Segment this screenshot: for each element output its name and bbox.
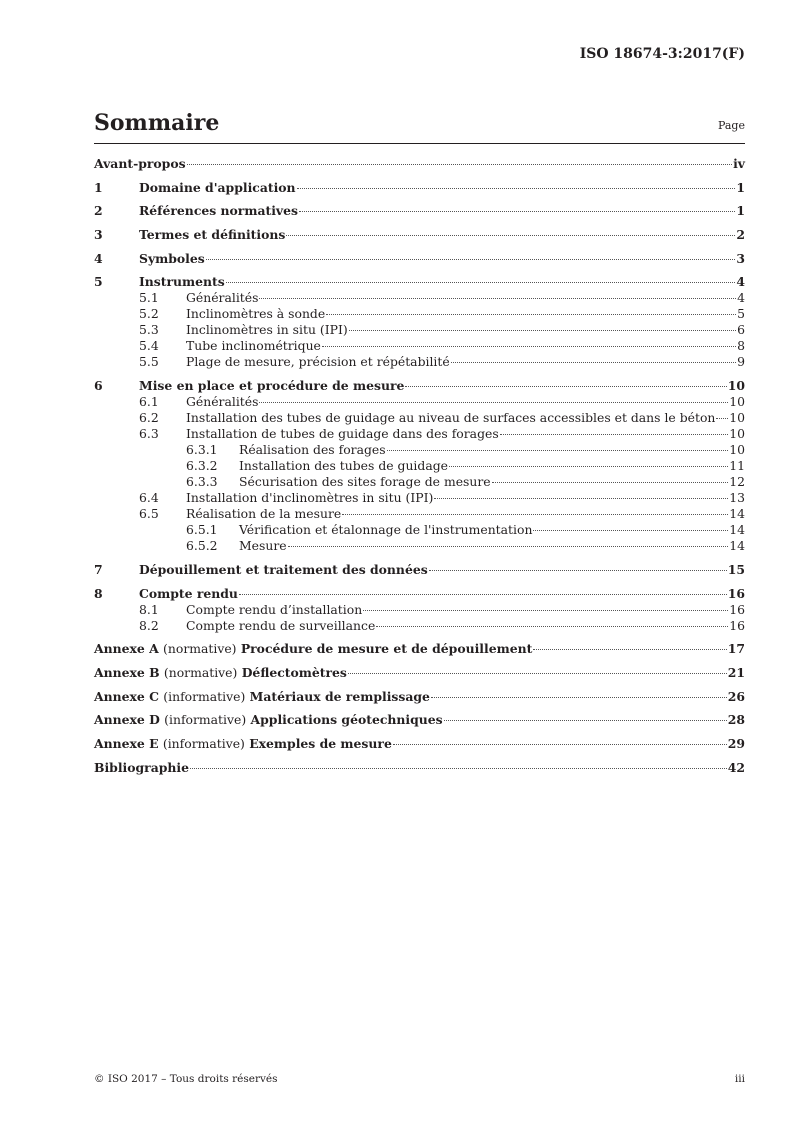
toc-entry-page: 8 xyxy=(737,338,745,354)
toc-entry[interactable] xyxy=(94,458,745,474)
toc-entry-number: 6.5 xyxy=(139,506,159,522)
toc-entry-title: Généralités xyxy=(186,394,259,410)
toc-entry-page: 4 xyxy=(736,274,745,290)
toc-entry-number: 7 xyxy=(94,561,103,577)
toc-entry[interactable] xyxy=(94,522,745,538)
toc-entry-number: 6.3.3 xyxy=(186,474,218,490)
dot-leader xyxy=(363,610,728,611)
dot-leader xyxy=(449,466,728,467)
toc-entry-title: Termes et définitions xyxy=(139,227,286,243)
toc-entry-number: 3 xyxy=(94,227,103,243)
toc-entry-page: 14 xyxy=(729,506,745,522)
toc-entry[interactable] xyxy=(94,689,745,705)
table-of-contents xyxy=(94,156,745,776)
dot-leader xyxy=(206,259,736,260)
dot-leader xyxy=(716,418,728,419)
dot-leader xyxy=(288,546,729,547)
toc-entry-page: 6 xyxy=(737,322,745,338)
dot-leader xyxy=(286,235,735,236)
toc-entry-number: 6.1 xyxy=(139,394,159,410)
toc-entry-title: Plage de mesure, précision et répétabilité xyxy=(186,354,450,370)
dot-leader xyxy=(533,649,726,650)
toc-entry[interactable] xyxy=(94,251,745,267)
toc-entry-number: 6.2 xyxy=(139,410,159,426)
toc-entry[interactable] xyxy=(94,338,745,354)
toc-entry-number: 2 xyxy=(94,203,103,219)
dot-leader xyxy=(187,164,733,165)
toc-entry-title-group xyxy=(94,641,532,657)
toc-entry[interactable] xyxy=(94,760,745,776)
toc-entry[interactable] xyxy=(94,490,745,506)
toc-entry-page: 29 xyxy=(727,735,745,751)
divider xyxy=(94,143,745,144)
toc-entry-number: 6.3 xyxy=(139,426,159,442)
toc-entry-title: Tube inclinométrique xyxy=(186,338,321,354)
toc-entry[interactable] xyxy=(94,736,745,752)
toc-entry-number: 6.4 xyxy=(139,490,159,506)
toc-entry[interactable] xyxy=(94,306,745,322)
dot-leader xyxy=(299,211,735,212)
toc-entry-number: 5.5 xyxy=(139,354,159,370)
toc-entry[interactable] xyxy=(94,203,745,219)
toc-entry-title: Procédure de mesure et de dépouillement xyxy=(240,641,533,657)
page-title: Sommaire xyxy=(94,110,220,136)
toc-entry-title-group xyxy=(94,689,430,705)
toc-entry[interactable] xyxy=(94,665,745,681)
toc-entry[interactable] xyxy=(94,538,745,554)
toc-entry[interactable] xyxy=(94,290,745,306)
toc-entry[interactable] xyxy=(94,442,745,458)
toc-entry-title: Installation des tubes de guidage xyxy=(239,458,448,474)
toc-entry-title: Matériaux de remplissage xyxy=(249,688,430,704)
toc-entry-page: 2 xyxy=(736,227,745,243)
toc-entry-page: 1 xyxy=(736,179,745,195)
toc-entry-number: 6 xyxy=(94,378,103,394)
dot-leader xyxy=(492,482,729,483)
toc-entry[interactable] xyxy=(94,426,745,442)
toc-entry-title: Bibliographie xyxy=(94,759,190,775)
annex-type: (informative) xyxy=(162,735,245,751)
toc-entry-page: 26 xyxy=(727,688,745,704)
toc-entry[interactable] xyxy=(94,227,745,243)
toc-entry[interactable] xyxy=(94,378,745,394)
toc-entry-title: Mise en place et procédure de mesure xyxy=(139,378,405,394)
toc-entry-page: 16 xyxy=(729,617,745,633)
toc-entry-page: 10 xyxy=(729,426,745,442)
toc-entry[interactable] xyxy=(94,641,745,657)
toc-entry-page: 42 xyxy=(727,759,745,775)
toc-entry-page: 16 xyxy=(727,585,745,601)
dot-leader xyxy=(259,298,736,299)
toc-entry-number: 1 xyxy=(94,179,103,195)
toc-entry-title: Domaine d'application xyxy=(139,179,296,195)
dot-leader xyxy=(431,697,727,698)
toc-entry-number: 5.3 xyxy=(139,322,159,338)
dot-leader xyxy=(226,282,736,283)
dot-leader xyxy=(429,570,727,571)
document-id-header: ISO 18674-3:2017(F) xyxy=(579,46,745,62)
footer-copyright: © ISO 2017 – Tous droits réservés xyxy=(94,1073,278,1085)
toc-entry[interactable] xyxy=(94,322,745,338)
toc-entry[interactable] xyxy=(94,474,745,490)
dot-leader xyxy=(322,346,736,347)
toc-entry-title: Symboles xyxy=(139,250,205,266)
toc-entry-page: 28 xyxy=(727,712,745,728)
toc-entry-title: Vérification et étalonnage de l'instrumentation xyxy=(239,522,533,538)
dot-leader xyxy=(451,362,736,363)
toc-entry[interactable] xyxy=(94,562,745,578)
toc-entry-title: Exemples de mesure xyxy=(249,735,392,751)
toc-entry-page: 14 xyxy=(729,522,745,538)
dot-leader xyxy=(239,594,727,595)
toc-entry-title: Avant-propos xyxy=(94,156,186,171)
toc-entry-title: Dépouillement et traitement des données xyxy=(139,561,428,577)
annex-type: (normative) xyxy=(163,641,237,657)
toc-entry-title: Compte rendu d’installation xyxy=(186,601,363,617)
toc-entry-page: 21 xyxy=(727,664,745,680)
toc-entry-number: 6.5.2 xyxy=(186,538,218,554)
toc-entry[interactable] xyxy=(94,180,745,196)
toc-entry-page: 13 xyxy=(729,490,745,506)
toc-entry[interactable] xyxy=(94,354,745,370)
dot-leader xyxy=(393,744,727,745)
toc-entry-title: Mesure xyxy=(239,538,287,554)
dot-leader xyxy=(326,314,736,315)
toc-entry-title: Sécurisation des sites forage de mesure xyxy=(239,474,491,490)
toc-entry[interactable] xyxy=(94,586,745,602)
toc-entry-page: 1 xyxy=(736,203,745,219)
annex-label: Annexe D xyxy=(94,712,160,728)
toc-entry-title: Installation d'inclinomètres in situ (IPI) xyxy=(186,490,434,506)
toc-entry-page: 17 xyxy=(727,641,745,657)
toc-entry-page: 10 xyxy=(729,442,745,458)
toc-entry-number: 5.4 xyxy=(139,338,159,354)
dot-leader xyxy=(405,386,726,387)
toc-entry-page: 3 xyxy=(736,250,745,266)
toc-entry-title: Instruments xyxy=(139,274,225,290)
toc-entry[interactable] xyxy=(94,618,745,634)
toc-entry-page: iv xyxy=(733,156,745,171)
toc-entry-page: 4 xyxy=(737,290,745,306)
toc-entry-title-group xyxy=(94,712,443,728)
toc-entry-number: 4 xyxy=(94,250,103,266)
toc-entry-number: 6.3.1 xyxy=(186,442,218,458)
toc-entry-title: Références normatives xyxy=(139,203,298,219)
toc-entry-title: Applications géotechniques xyxy=(250,712,443,728)
annex-label: Annexe A xyxy=(94,641,159,657)
toc-entry-page: 15 xyxy=(727,561,745,577)
footer-page-number: iii xyxy=(734,1073,745,1085)
toc-entry-page: 12 xyxy=(729,474,745,490)
dot-leader xyxy=(297,188,736,189)
toc-entry-title: Compte rendu de surveillance xyxy=(186,617,376,633)
dot-leader xyxy=(434,498,728,499)
toc-entry-page: 10 xyxy=(727,378,745,394)
toc-entry-title: Compte rendu xyxy=(139,585,238,601)
toc-entry[interactable] xyxy=(94,602,745,618)
toc-entry-title: Réalisation de la mesure xyxy=(186,506,342,522)
dot-leader xyxy=(259,402,728,403)
toc-entry[interactable] xyxy=(94,410,745,426)
dot-leader xyxy=(444,720,727,721)
dot-leader xyxy=(387,450,729,451)
toc-entry-title: Généralités xyxy=(186,290,259,306)
toc-entry-title: Réalisation des forages xyxy=(239,442,386,458)
toc-entry-page: 11 xyxy=(729,458,745,474)
annex-label: Annexe C xyxy=(94,688,159,704)
toc-entry-number: 6.3.2 xyxy=(186,458,218,474)
annex-type: (normative) xyxy=(163,664,238,680)
dot-leader xyxy=(190,768,727,769)
toc-entry-title: Déflectomètres xyxy=(241,664,347,680)
toc-entry-title: Installation de tubes de guidage dans des forages xyxy=(186,426,499,442)
toc-entry-number: 5.1 xyxy=(139,290,159,306)
toc-entry-number: 8 xyxy=(94,585,103,601)
toc-entry-number: 5.2 xyxy=(139,306,159,322)
toc-entry[interactable] xyxy=(94,712,745,728)
toc-entry-number: 6.5.1 xyxy=(186,522,218,538)
toc-entry-number: 5 xyxy=(94,274,103,290)
toc-entry-page: 10 xyxy=(729,410,745,426)
dot-leader xyxy=(533,530,728,531)
annex-label: Annexe B xyxy=(94,664,160,680)
toc-entry-page: 5 xyxy=(737,306,745,322)
dot-leader xyxy=(349,330,736,331)
annex-type: (informative) xyxy=(164,712,247,728)
toc-entry-title: Inclinomètres à sonde xyxy=(186,306,326,322)
dot-leader xyxy=(348,673,727,674)
dot-leader xyxy=(342,514,728,515)
annex-type: (informative) xyxy=(163,688,246,704)
toc-entry-page: 10 xyxy=(729,394,745,410)
toc-entry-title-group xyxy=(94,736,392,752)
toc-entry-page: 16 xyxy=(729,601,745,617)
toc-entry-page: 14 xyxy=(729,538,745,554)
page-column-label: Page xyxy=(717,119,745,132)
toc-entry-number: 8.2 xyxy=(139,617,159,633)
toc-entry[interactable] xyxy=(94,394,745,410)
dot-leader xyxy=(500,434,729,435)
toc-entry-title: Installation des tubes de guidage au niveau de surfaces accessibles et dans le béton xyxy=(186,410,716,426)
toc-entry-title-group xyxy=(94,665,347,681)
toc-entry-page: 9 xyxy=(737,354,745,370)
toc-entry[interactable] xyxy=(94,156,745,172)
dot-leader xyxy=(376,626,728,627)
toc-entry-title: Inclinomètres in situ (IPI) xyxy=(186,322,348,338)
toc-entry[interactable] xyxy=(94,506,745,522)
toc-entry[interactable] xyxy=(94,274,745,290)
annex-label: Annexe E xyxy=(94,735,159,751)
toc-entry-number: 8.1 xyxy=(139,601,159,617)
